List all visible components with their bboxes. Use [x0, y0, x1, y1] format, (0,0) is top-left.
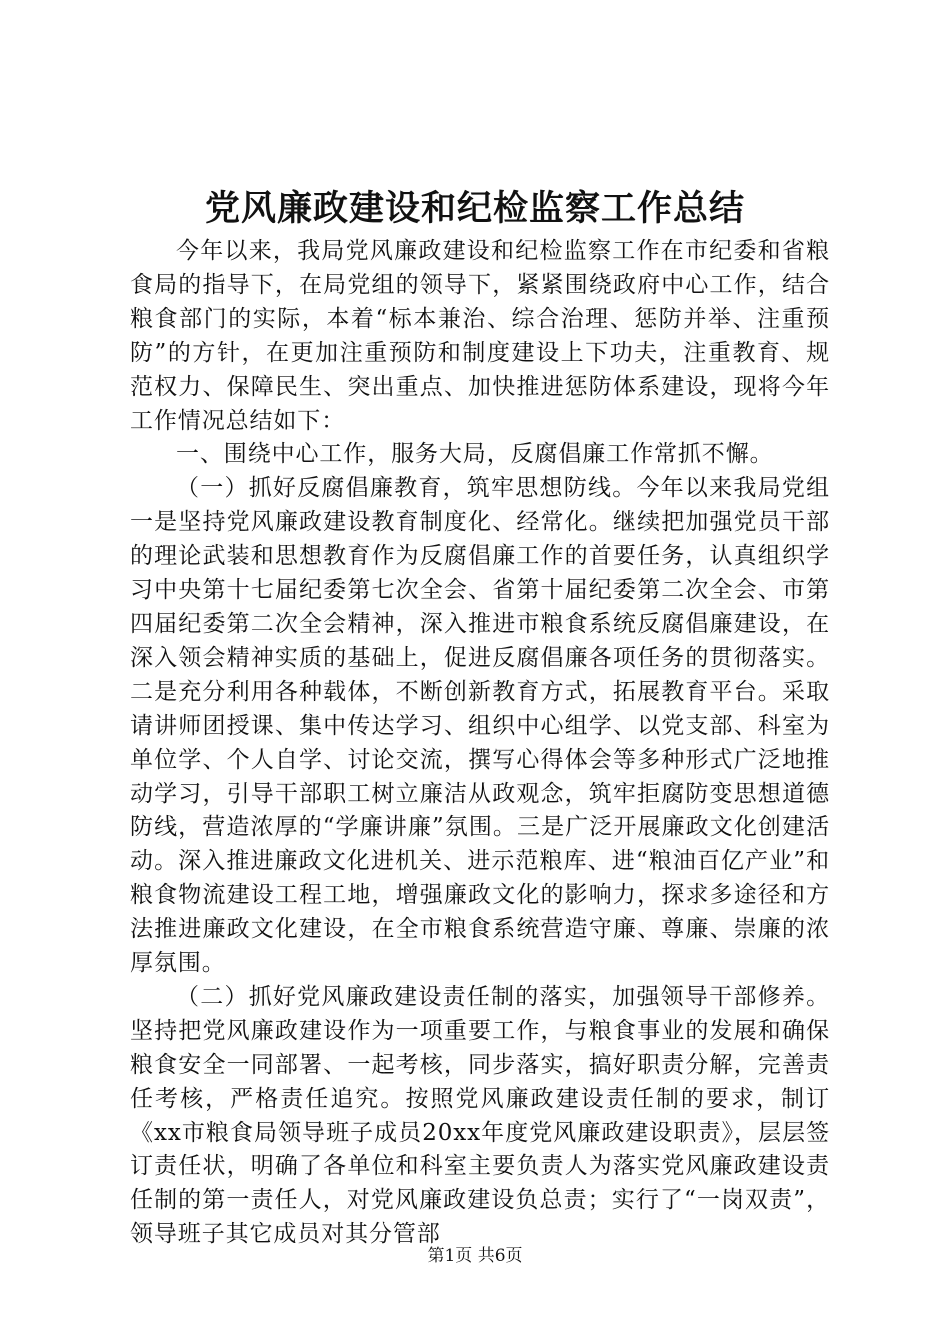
document-body	[130, 235, 830, 1252]
document-title: 党风廉政建设和纪检监察工作总结	[204, 188, 745, 229]
section-heading-1: 一、围绕中心工作，服务大局，反腐倡廉工作常抓不懈。	[176, 441, 774, 468]
intro-paragraph: 今年以来，我局党风廉政建设和纪检监察工作在市纪委和省粮食局的指导下，在局党组的领导下，紧紧围绕政府中心工作，结合粮食部门的实际，本着“标本兼治、综合治理、惩防并举、注重预防”的方针，在更加注重预防和制度建设上下功夫，注重教育、规范权力、保障民生、突出重点、加快推进惩防体系建设，现将今年工作情况总结如下：	[130, 238, 830, 434]
subsection-paragraph-2: （二）抓好党风廉政建设责任制的落实，加强领导干部修养。坚持把党风廉政建设作为一项重要工作，与粮食事业的发展和确保粮食安全一同部署、一起考核，同步落实，搞好职责分解，完善责任考核，严格责任追究。按照党风廉政建设责任制的要求，制订《xx市粮食局领导班子成员20xx年度党风廉政建设职责》，层层签订责任状，明确了各单位和科室主要负责人为落实党风廉政建设责任制的第一责任人，对党风廉政建设负总责；实行了“一岗双责”，领导班子其它成员对其分管部	[130, 983, 830, 1248]
subsection-paragraph-1: （一）抓好反腐倡廉教育，筑牢思想防线。今年以来我局党组一是坚持党风廉政建设教育制度化、经常化。继续把加强党员干部的理论武装和思想教育作为反腐倡廉工作的首要任务，认真组织学习中央第十七届纪委第七次全会、省第十届纪委第二次全会、市第四届纪委第二次全会精神，深入推进市粮食系统反腐倡廉建设，在深入领会精神实质的基础上，促进反腐倡廉各项任务的贯彻落实。二是充分利用各种载体，不断创新教育方式，拓展教育平台。采取请讲师团授课、集中传达学习、组织中心组学、以党支部、科室为单位学、个人自学、讨论交流，撰写心得体会等多种形式广泛地推动学习，引导干部职工树立廉洁从政观念，筑牢拒腐防变思想道德防线，营造浓厚的“学廉讲廉”氛围。三是广泛开展廉政文化创建活动。深入推进廉政文化进机关、进示范粮库、进“粮油百亿产业”和粮食物流建设工程工地，增强廉政文化的影响力，探求多途径和方法推进廉政文化建设，在全市粮食系统营造守廉、尊廉、崇廉的浓厚氛围。	[130, 475, 830, 977]
page-number-footer: 第1页 共6页	[427, 1246, 523, 1266]
